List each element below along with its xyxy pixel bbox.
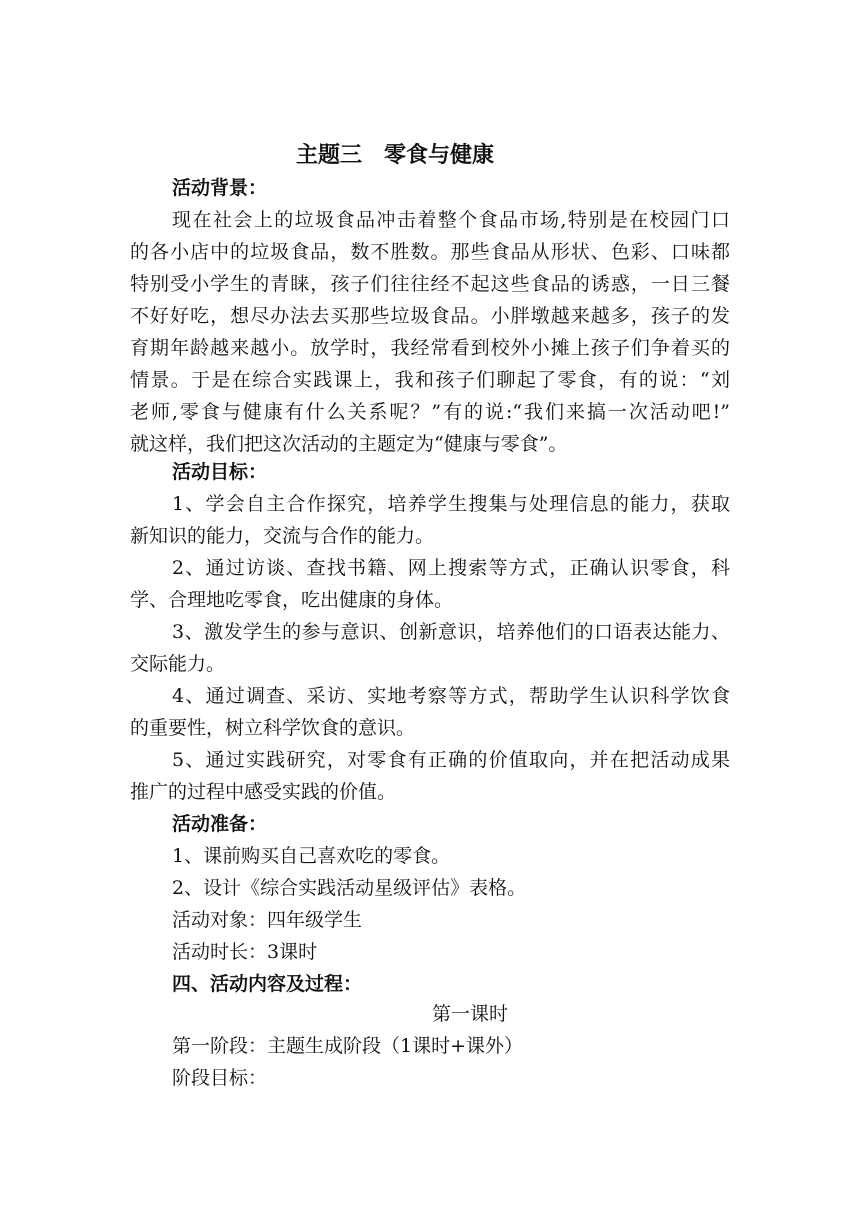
stage-goal-line: 阶段目标： — [172, 1067, 268, 1089]
goal-line: 交际能力。 — [130, 653, 226, 675]
paragraph-line: 就这样，我们把这次活动的主题定为“健康与零食”。 — [130, 433, 568, 455]
goal-line: 的重要性，树立科学饮食的意识。 — [130, 717, 416, 739]
duration-line: 活动时长：3课时 — [172, 941, 318, 963]
lesson-title: 第一课时 — [431, 1003, 508, 1025]
paragraph-line: 育期年龄越来越小。放学时，我经常看到校外小摊上孩子们争着买的 — [130, 337, 730, 359]
stage-line: 第一阶段：主题生成阶段（1课时+课外） — [172, 1035, 524, 1057]
goal-line: 5、通过实践研究，对零食有正确的价值取向，并在把活动成果 — [172, 749, 730, 771]
goal-line: 3、激发学生的参与意识、创新意识，培养他们的口语表达能力、 — [172, 621, 730, 643]
paragraph-line: 特别受小学生的青睐，孩子们往往经不起这些食品的诱惑，一日三餐 — [130, 273, 730, 295]
process-heading: 四、活动内容及过程： — [172, 973, 363, 995]
paragraph-line: 老师,零食与健康有什么关系呢？”有的说:“我们来搞一次活动吧!” — [130, 401, 730, 423]
paragraph-line: 不好好吃，想尽办法去买那些垃圾食品。小胖墩越来越多，孩子的发 — [130, 305, 730, 327]
prep-item: 2、设计《综合实践活动星级评估》表格。 — [172, 877, 527, 899]
goal-line: 2、通过访谈、查找书籍、网上搜索等方式，正确认识零食，科 — [172, 557, 730, 579]
target-line: 活动对象：四年级学生 — [172, 909, 363, 931]
document-title: 主题三 零食与健康 — [295, 143, 494, 168]
goal-line: 学、合理地吃零食，吃出健康的身体。 — [130, 589, 454, 611]
goal-line: 新知识的能力，交流与合作的能力。 — [130, 525, 435, 547]
prep-item: 1、课前购买自己喜欢吃的零食。 — [172, 845, 451, 867]
prep-heading: 活动准备： — [172, 813, 268, 835]
goal-line: 4、通过调查、采访、实地考察等方式，帮助学生认识科学饮食 — [172, 685, 730, 707]
background-heading: 活动背景： — [172, 177, 268, 199]
goal-line: 1、学会自主合作探究，培养学生搜集与处理信息的能力，获取 — [172, 493, 730, 515]
paragraph-line: 现在社会上的垃圾食品冲击着整个食品市场,特别是在校园门口 — [172, 209, 730, 231]
paragraph-line: 的各小店中的垃圾食品，数不胜数。那些食品从形状、色彩、口味都 — [130, 241, 730, 263]
paragraph-line: 情景。于是在综合实践课上，我和孩子们聊起了零食，有的说：“刘 — [130, 369, 730, 391]
goal-line: 推广的过程中感受实践的价值。 — [130, 781, 397, 803]
goals-heading: 活动目标： — [172, 461, 268, 483]
